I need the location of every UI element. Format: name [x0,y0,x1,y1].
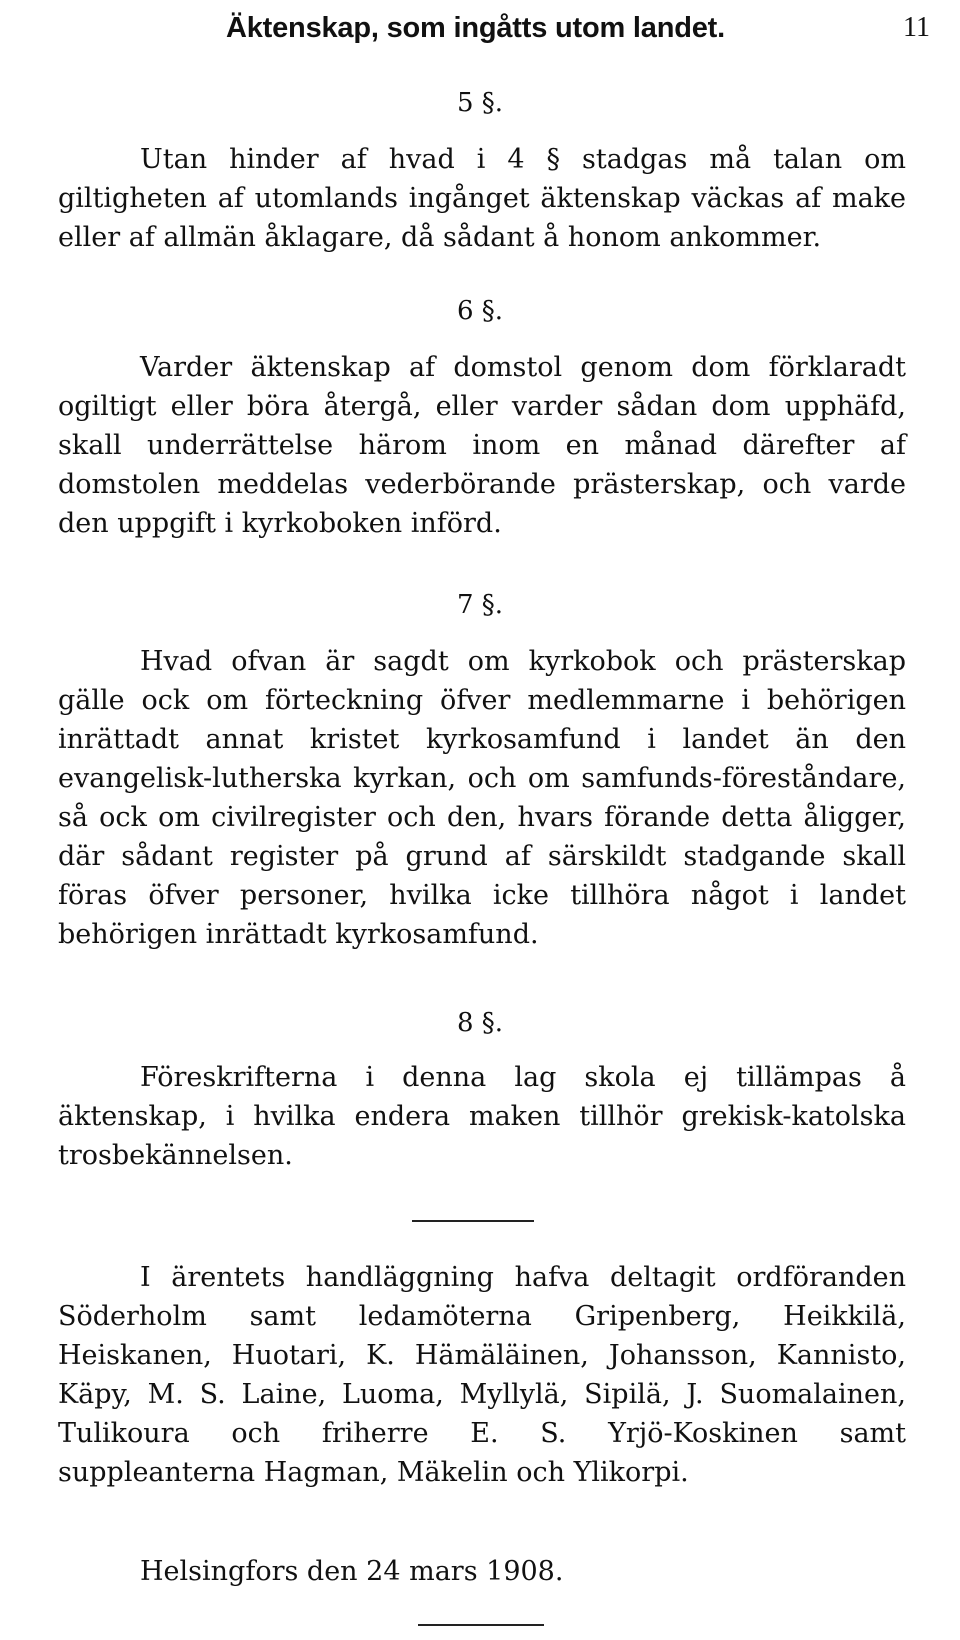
bottom-rule [418,1624,544,1626]
running-title: Äktenskap, som ingåtts utom landet. [226,12,725,44]
section-8-text: Föreskrifterna i denna lag skola ej tillämpas å äktenskap, i hvilka endera maken tillhör grekisk-katolska trosbekännelsen. [58,1062,906,1171]
participants-paragraph: I ärentets handläggning hafva deltagit ordföranden Söderholm samt ledamöterna Gripenberg, Heikkilä, Heiskanen, Huotari, K. Hämäläinen, Johansson, Kannisto, Käpy, M. S. Laine, Luoma, Myllylä, Sipilä, J. Suomalainen, Tulikoura och friherre E. S. Yrjö-Koskinen samt suppleanterna Hagman, Mäkelin och Ylikorpi. [58,1262,906,1488]
section-6-heading: 6 §. [456,296,504,326]
place-date: Helsingfors den 24 mars 1908. [140,1556,564,1587]
page-header [0,12,960,52]
section-5-text: Utan hinder af hvad i 4 § stadgas må talan om giltigheten af utomlands ingånget äktenskap väckas af make eller af allmän åklagare, då sådant å honom ankommer. [58,144,906,253]
page-number: 11 [903,12,930,43]
section-6-text: Varder äktenskap af domstol genom dom förklaradt ogiltigt eller böra återgå, eller varder sådan dom upphäfd, skall underrättelse härom inom en månad därefter af domstolen meddelas vederbörande prästerskap, och varde den uppgift i kyrkoboken införd. [58,352,906,539]
section-7-heading: 7 §. [456,590,504,620]
section-8-heading: 8 §. [456,1008,504,1038]
section-5-heading: 5 §. [456,88,504,118]
section-7-text: Hvad ofvan är sagdt om kyrkobok och prästerskap gälle ock om förteckning öfver medlemmarne i behörigen inrättadt annat kristet kyrkosamfund i landet än den evangelisk-lutherska kyrkan, och om samfunds-föreståndare, så ock om civilregister och den, hvars förande detta åligger, där sådant register på grund af särskildt stadgande skall föras öfver personer, hvilka icke tillhöra något i landet behörigen inrättadt kyrkosamfund. [58,646,906,950]
section-divider [412,1220,534,1222]
